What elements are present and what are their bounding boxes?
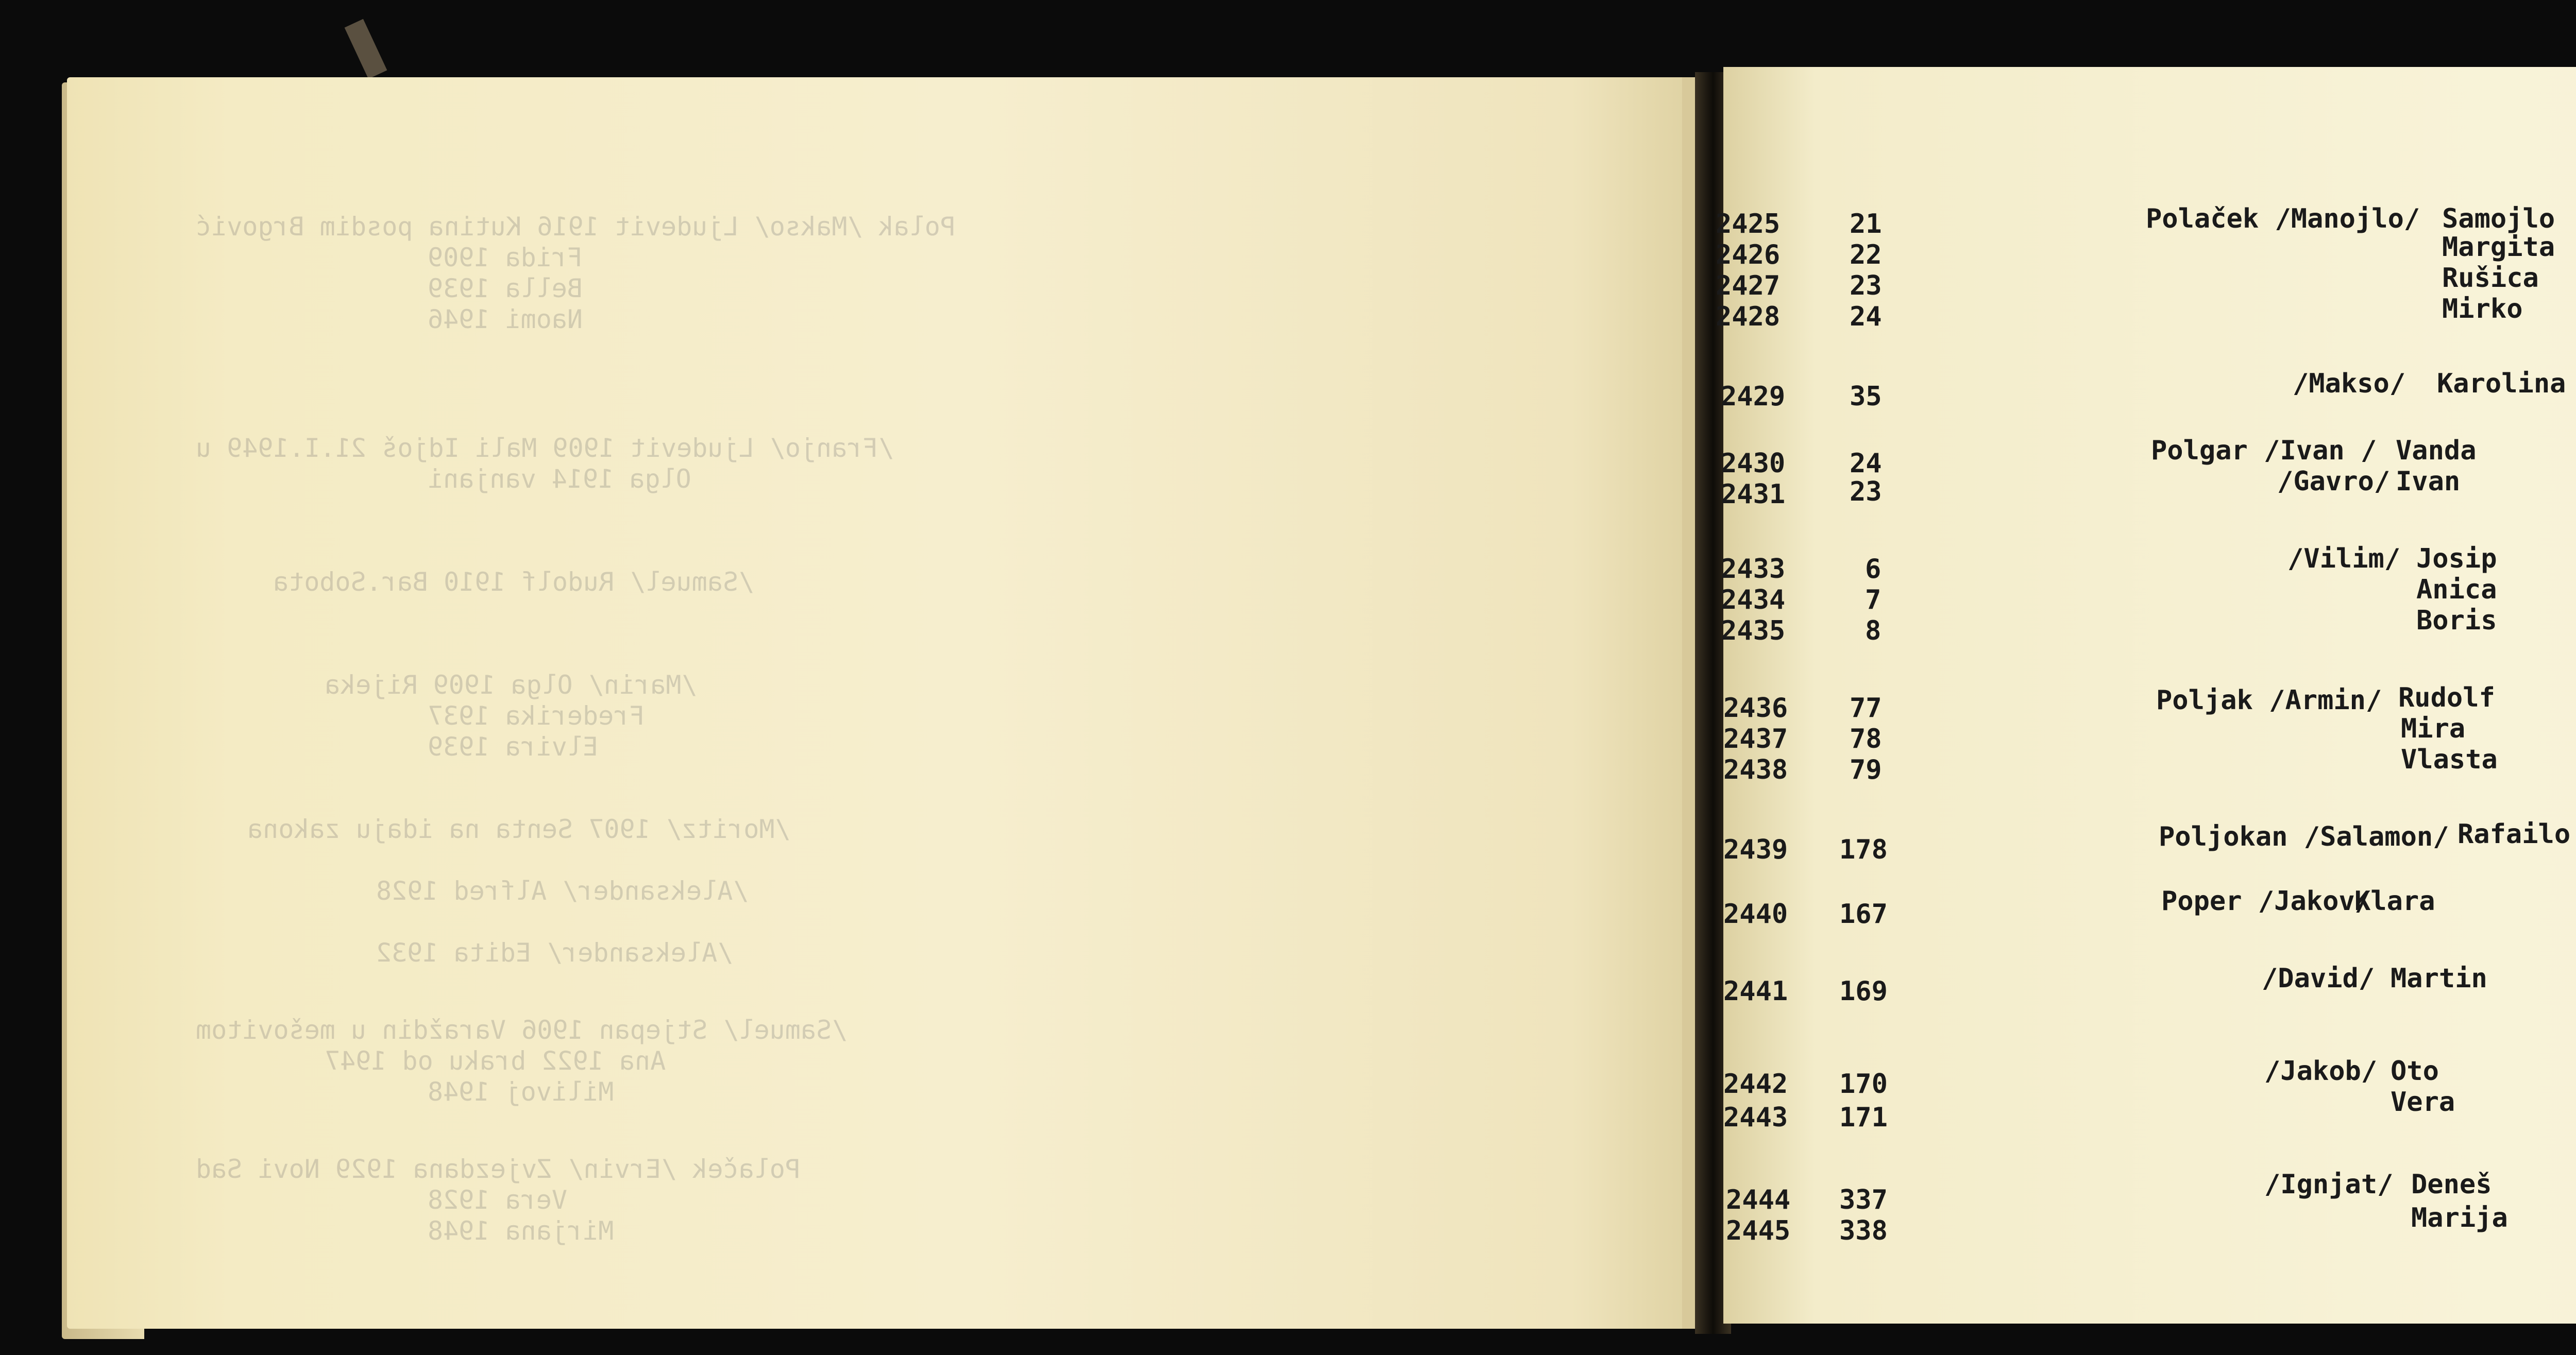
- entry-name: Marija: [2411, 1203, 2508, 1233]
- entry-surname: /David/: [2262, 963, 2375, 994]
- sequence-number: 23: [1850, 270, 1882, 301]
- entry-surname: Polgar /Ivan /: [2151, 435, 2377, 466]
- ghost-line: Milivoj 1948: [428, 1077, 614, 1107]
- register-number: 2431: [1721, 479, 1786, 510]
- ghost-line: Polak /Makso/ Ljudevit 1916 Kutina posdim Brgović: [196, 212, 956, 242]
- sequence-number: 337: [1839, 1185, 1888, 1215]
- entry-name: Rudolf: [2398, 682, 2495, 713]
- ghost-line: Ana 1922 braku od 1947: [325, 1046, 666, 1076]
- entry-name: Rušica: [2442, 263, 2539, 294]
- register-number: 2426: [1716, 239, 1781, 270]
- entry-name: Vanda: [2396, 435, 2477, 466]
- entry-surname: Polaček /Manojlo/: [2146, 203, 2420, 234]
- sequence-number: 178: [1839, 834, 1888, 865]
- entry-name: Vera: [2391, 1087, 2455, 1118]
- register-number: 2427: [1716, 270, 1781, 301]
- sequence-number: 7: [1865, 585, 1882, 615]
- sequence-number: 24: [1850, 301, 1882, 332]
- sequence-number: 77: [1850, 693, 1882, 724]
- entry-name: Rafailo: [2458, 819, 2571, 850]
- bleed-through-text: [67, 77, 1703, 1329]
- register-number: 2441: [1723, 976, 1788, 1007]
- ghost-line: Elvira 1939: [428, 732, 599, 762]
- entry-surname: Poper /Jakov/: [2161, 886, 2371, 917]
- ghost-line: Mirjana 1948: [428, 1216, 614, 1246]
- register-number: 2439: [1723, 834, 1788, 865]
- ghost-line: /Samuel/ Stjepan 1906 Varaždin u mešovitom: [196, 1015, 848, 1045]
- ghost-line: /Aleksander/ Alfred 1928: [376, 876, 749, 906]
- register-number: 2433: [1721, 554, 1786, 585]
- entry-name: Mira: [2401, 713, 2466, 744]
- ghost-line: Olga 1914 vanjani: [428, 464, 691, 494]
- sequence-number: 338: [1839, 1215, 1888, 1246]
- entry-name: Boris: [2416, 605, 2497, 636]
- register-number: 2436: [1723, 693, 1788, 724]
- entry-surname: Poljokan /Salamon/: [2159, 821, 2449, 852]
- sequence-number: 170: [1839, 1069, 1888, 1100]
- entry-surname: Poljak /Armin/: [2156, 685, 2382, 716]
- entry-surname: /Gavro/: [2277, 466, 2391, 497]
- ghost-line: /Samuel/ Rudolf 1910 Bar.Sobota: [273, 567, 754, 597]
- ghost-line: /Marin/ Olga 1909 Rijeka: [325, 670, 697, 700]
- sequence-number: 171: [1839, 1102, 1888, 1133]
- register-number: 2442: [1723, 1069, 1788, 1100]
- register-number: 2434: [1721, 585, 1786, 615]
- register-number: 2428: [1716, 301, 1781, 332]
- ghost-line: /Moritz/ 1907 Senta na idaju zakona: [247, 814, 790, 844]
- sequence-number: 169: [1839, 976, 1888, 1007]
- sequence-number: 23: [1850, 476, 1882, 507]
- sequence-number: 21: [1850, 209, 1882, 239]
- entry-name: Oto: [2391, 1056, 2439, 1087]
- sequence-number: 78: [1850, 724, 1882, 754]
- ghost-line: Frida 1909: [428, 243, 583, 272]
- ghost-line: /Aleksander/ Edita 1932: [376, 938, 733, 968]
- entry-name: Anica: [2416, 574, 2497, 605]
- sequence-number: 24: [1850, 448, 1882, 479]
- left-page: [67, 77, 1703, 1329]
- ghost-line: Naomi 1946: [428, 304, 583, 334]
- page-tab: [345, 19, 387, 79]
- sequence-number: 35: [1850, 381, 1882, 412]
- sequence-number: 167: [1839, 899, 1888, 930]
- register-number: 2445: [1726, 1215, 1791, 1246]
- entry-name: Klara: [2354, 886, 2435, 917]
- entry-surname: /Vilim/: [2287, 543, 2401, 574]
- sequence-number: 22: [1850, 239, 1882, 270]
- entry-name: Martin: [2391, 963, 2487, 994]
- register-number: 2440: [1723, 899, 1788, 930]
- entry-name: Deneš: [2411, 1169, 2492, 1200]
- ghost-line: /Franjo/ Ljudevit 1909 Mali Idjoš 21.I.1949 u: [196, 433, 894, 463]
- register-number: 2435: [1721, 615, 1786, 646]
- register-number: 2438: [1723, 754, 1788, 785]
- entry-name: Karolina: [2437, 368, 2566, 399]
- sequence-number: 79: [1850, 754, 1882, 785]
- register-number: 2430: [1721, 448, 1786, 479]
- entry-name: Margita: [2442, 232, 2555, 263]
- entry-name: Mirko: [2442, 294, 2523, 324]
- register-number: 2425: [1716, 209, 1781, 239]
- entry-surname: /Makso/: [2293, 368, 2406, 399]
- sequence-number: 6: [1865, 554, 1882, 585]
- sequence-number: 8: [1865, 615, 1882, 646]
- ghost-line: Vera 1928: [428, 1185, 567, 1215]
- ghost-line: Frederika 1937: [428, 701, 645, 731]
- register-number: 2429: [1721, 381, 1786, 412]
- entry-surname: /Ignjat/: [2264, 1169, 2394, 1200]
- register-number: 2437: [1723, 724, 1788, 754]
- register-number: 2444: [1726, 1185, 1791, 1215]
- register-number: 2443: [1723, 1102, 1788, 1133]
- entry-name: Vlasta: [2401, 744, 2498, 775]
- entry-surname: /Jakob/: [2264, 1056, 2378, 1087]
- entry-name: Ivan: [2396, 466, 2461, 497]
- ghost-line: Polaček /Ervin/ Zvjezdana 1929 Novi Sad: [196, 1154, 801, 1184]
- entry-name: Josip: [2416, 543, 2497, 574]
- entry-name: Samojlo: [2442, 203, 2555, 234]
- ghost-line: Bella 1939: [428, 273, 583, 303]
